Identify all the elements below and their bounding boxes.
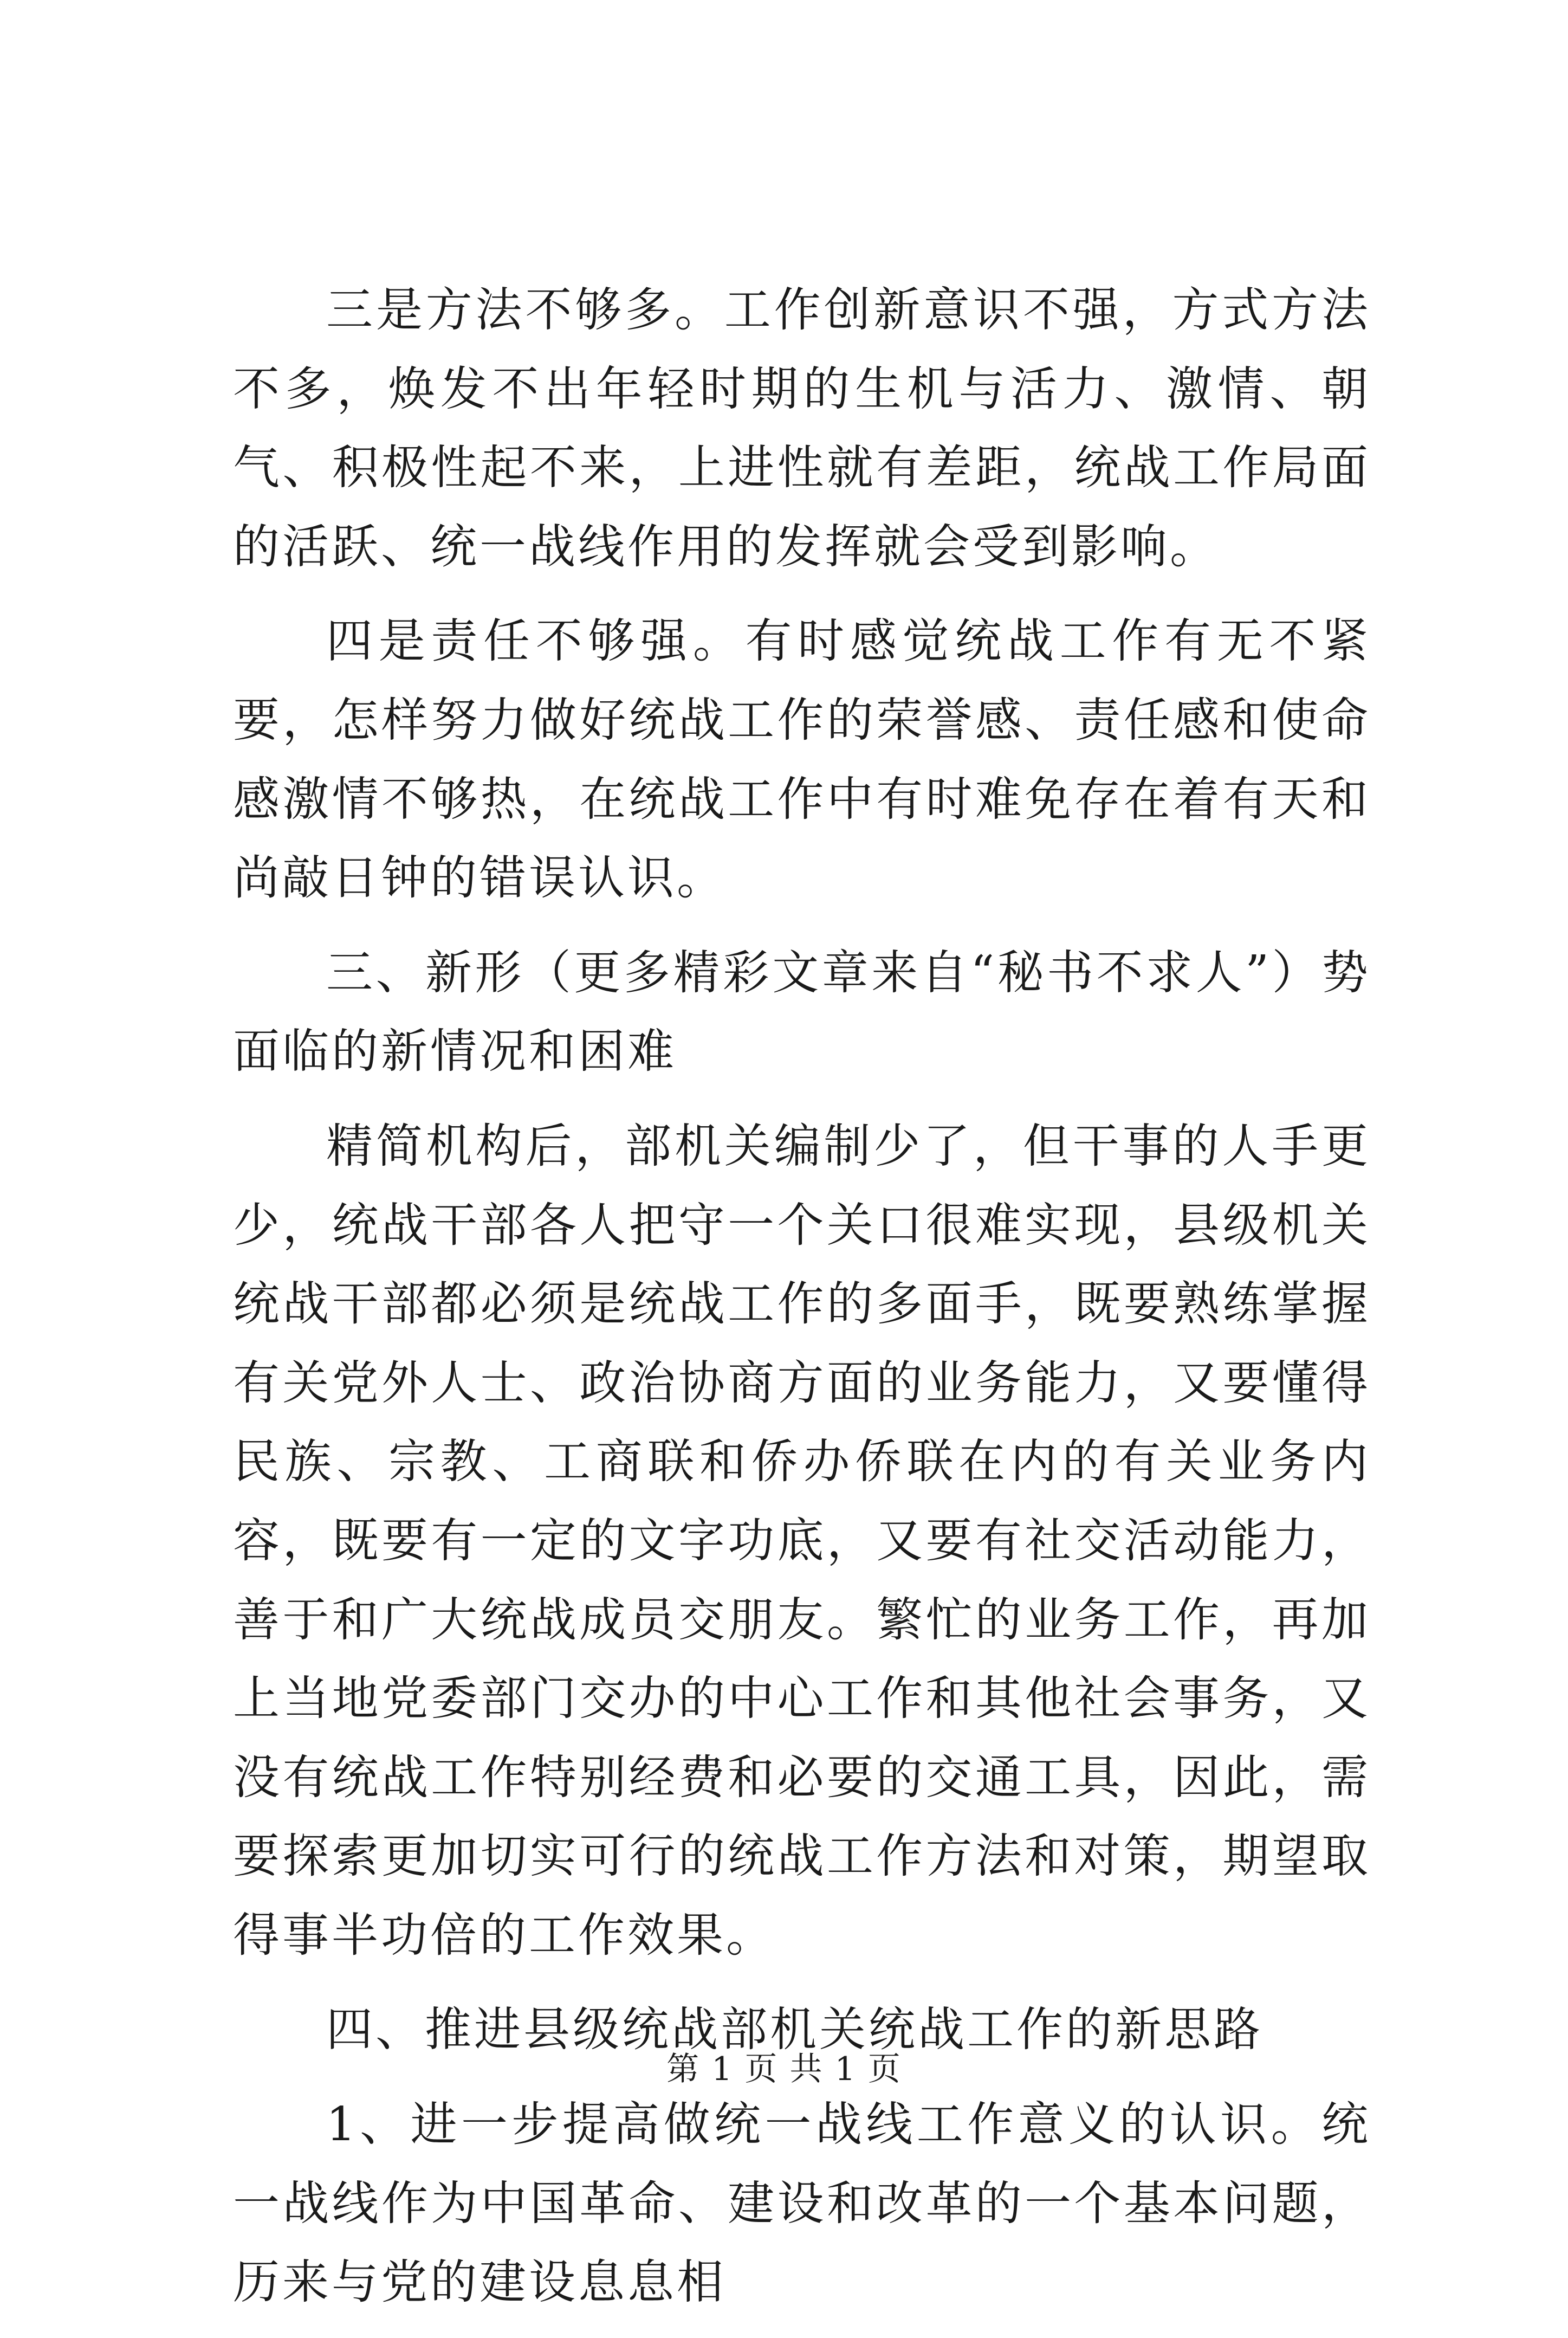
section-heading-new-ideas: 四、推进县级统战部机关统战工作的新思路 (326, 2003, 1263, 2057)
page-footer: 第 1 页 共 1 页 (666, 2050, 902, 2088)
document-body (233, 271, 1371, 2338)
paragraph-point-1: 1、进一步提高做统一战线工作意义的认识。统一战线作为中国革命、建设和改革的一个基本问题，历来与党的建设息息相 (233, 2097, 1371, 2310)
section-heading-new-situation: 三、新形（更多精彩文章来自“秘书不求人”）势面临的新情况和困难 (233, 945, 1371, 1079)
paragraph-responsibility: 四是责任不够强。有时感觉统战工作有无不紧要，怎样努力做好统战工作的荣誉感、责任感和使命感激情不够热，在统战工作中有时难免存在着有天和尚敲日钟的错误认识。 (233, 614, 1371, 906)
paragraph-difficulties: 精简机构后，部机关编制少了，但干事的人手更少，统战干部各人把守一个关口很难实现，县级机关统战干部都必须是统战工作的多面手，既要熟练掌握有关党外人士、政治协商方面的业务能力，又要懂得民族、宗教、工商联和侨办侨联在内的有关业务内容，既要有一定的文字功底，又要有社交活动能力，善于和广大统战成员交朋友。繁忙的业务工作，再加上当地党委部门交办的中心工作和其他社会事务，又没有统战工作特别经费和必要的交通工具，因此，需要探索更加切实可行的统战工作方法和对策，期望取得事半功倍的工作效果。 (233, 1119, 1371, 1962)
paragraph-method: 三是方法不够多。工作创新意识不强，方式方法不多，焕发不出年轻时期的生机与活力、激情、朝气、积极性起不来，上进性就有差距，统战工作局面的活跃、统一战线作用的发挥就会受到影响。 (233, 283, 1371, 574)
